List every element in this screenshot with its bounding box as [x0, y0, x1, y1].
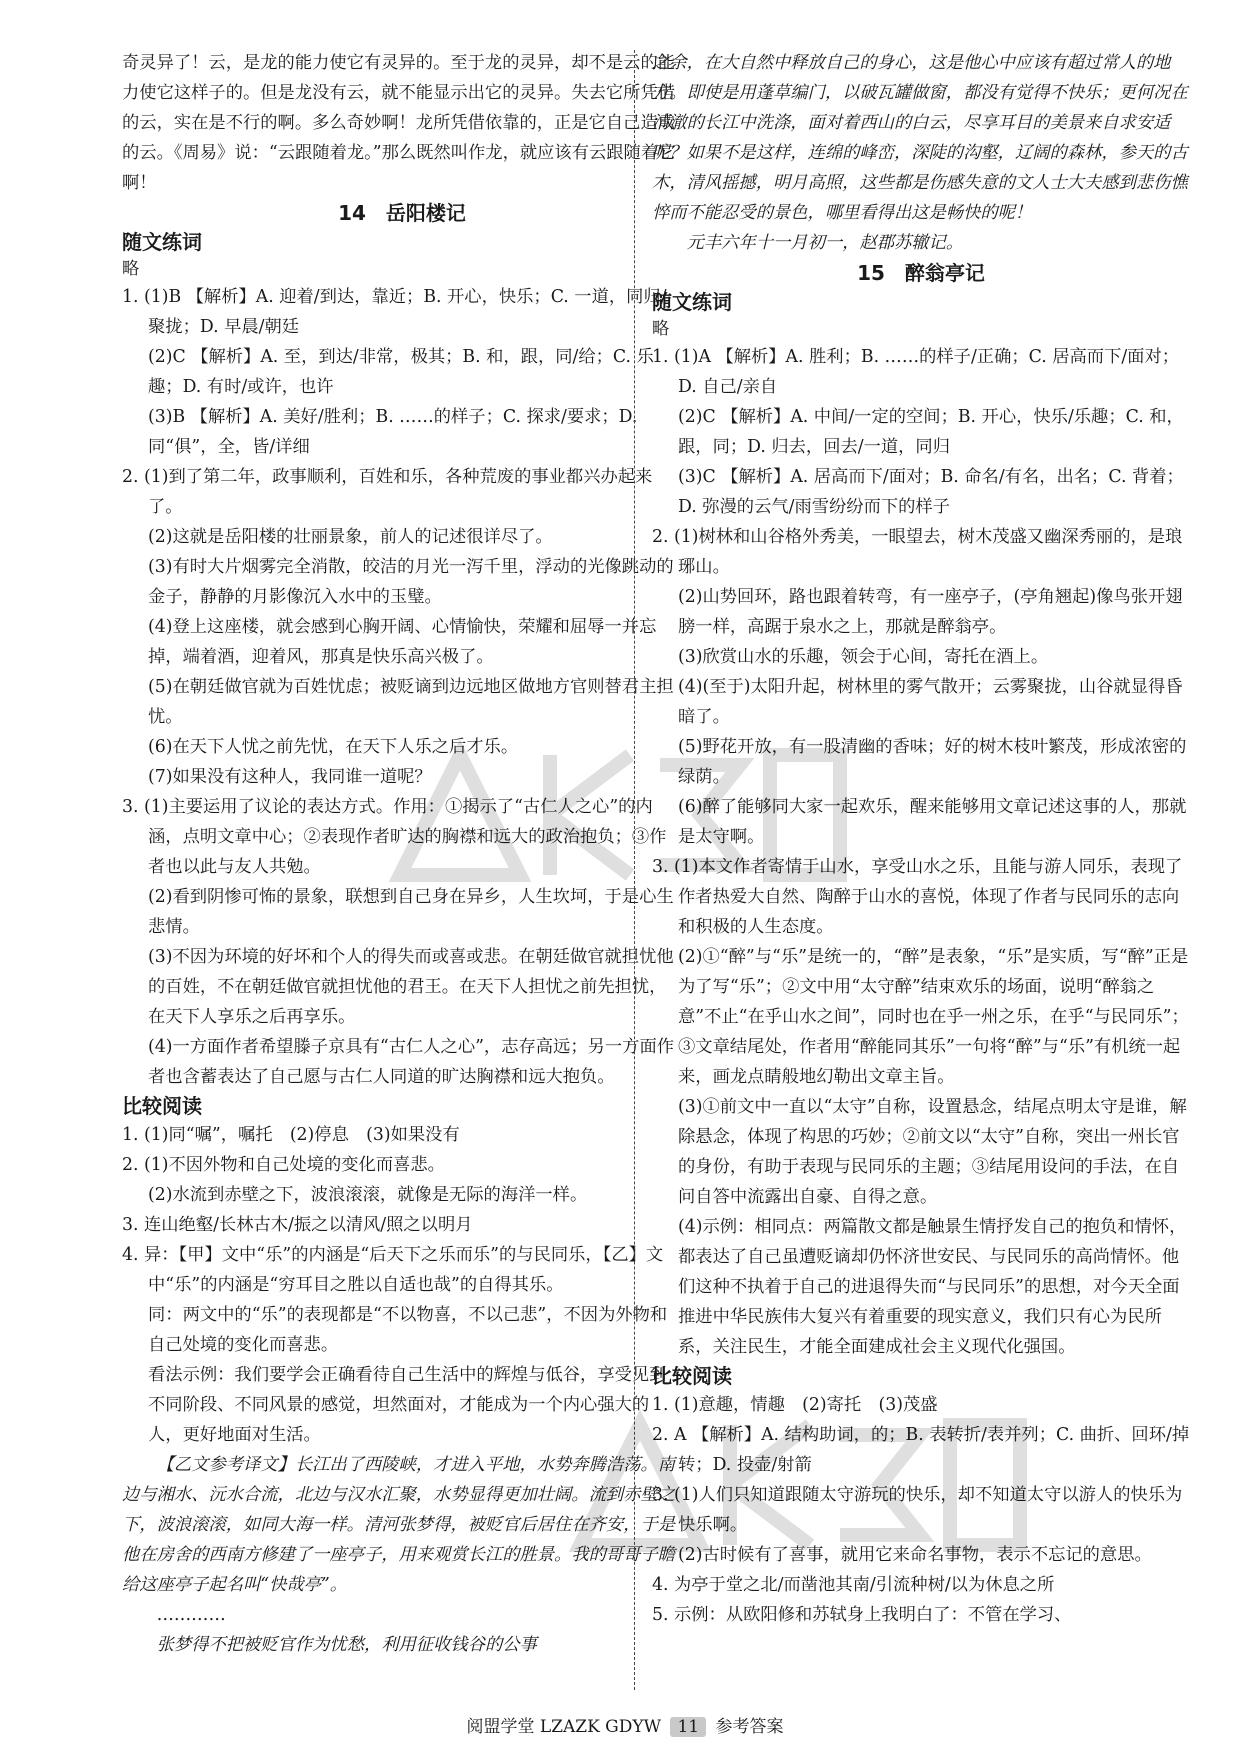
right-paragraph-15: (2)①“醉”与“乐”是统一的，“醉”是表象，“乐”是实质，写“醉”正是为了写“乐”；②文中用“太守醉”结束欢乐的场面，说明“醉翁之意”不止“在乎山水之间”，同时也在乎一州之乐，在乎“与民同乐”；③文章结尾处，作者用“醉能同其乐”一句将“醉”与“乐”有机统一起来，画龙点睛般地幻勒出文章主旨。 [678, 947, 1189, 1087]
right-paragraph-8: 2. (1)树林和山谷格外秀美，一眼望去，树木茂盛又幽深秀丽的，是琅琊山。 [652, 527, 1183, 577]
page-footer [0, 1712, 1250, 1737]
left-paragraph-28: 张梦得不把被贬官作为忧愁，利用征收钱谷的公事 [156, 1635, 537, 1655]
right-section-heading-3: 随文练词 [652, 290, 732, 314]
page-number: 11 [670, 1717, 706, 1737]
right-paragraph-6: (2)C 【解析】A. 中间/一定的空间；B. 开心，快乐/乐趣；C. 和，跟，同；D. 归去，回去/一道，同归 [678, 407, 1184, 457]
left-paragraph-0: 奇灵异了！云，是龙的能力使它有灵异的。至于龙的灵异，却不是云的能力使它这样子的。但是龙没有云，就不能显示出它的灵异。失去它所凭借的云，实在是不行的啊。多么奇妙啊！龙所凭借依靠的，正是它自己造成的云。《周易》说：“云跟随着龙。”那么既然叫作龙，就应该有云跟随着它啊！ [122, 53, 676, 193]
column-divider [634, 50, 635, 1690]
left-paragraph-14: 3. (1)主要运用了议论的表达方式。作用：①揭示了“古仁人之心”的内涵，点明文章中心；②表现作者旷达的胸襟和远大的政治抱负；③作者也以此与友人共勉。 [122, 797, 667, 877]
left-paragraph-25: 看法示例：我们要学会正确看待自己生活中的辉煌与低谷，享受见到不同阶段、不同风景的感觉，坦然面对，才能成为一个内心强大的人，更好地面对生活。 [148, 1365, 667, 1445]
left-paragraph-3: 略 [122, 259, 140, 279]
footer-brand: 阅盟学堂 [466, 1717, 535, 1737]
footer-code: LZAZK GDYW [539, 1717, 662, 1737]
right-paragraph-12: (5)野花开放，有一股清幽的香味；好的树木枝叶繁茂，形成浓密的绿荫。 [678, 737, 1187, 787]
right-paragraph-5: 1. (1)A 【解析】A. 胜利；B. ……的样子/正确；C. 居高而下/面对；D. 自己/亲自 [652, 347, 1180, 397]
right-paragraph-21: 3. (1)人们只知道跟随太守游玩的快乐，却不知道太守以游人的快乐为快乐啊。 [652, 1485, 1183, 1535]
right-paragraph-24: 5. 示例：从欧阳修和苏轼身上我明白了：不管在学习、 [652, 1605, 1072, 1625]
right-paragraph-13: (6)醉了能够同大家一起欢乐，醒来能够用文章记述这事的人，那就是太守啊。 [678, 797, 1187, 847]
left-paragraph-19: 1. (1)同“嘱”，嘱托 (2)停息 (3)如果没有 [122, 1125, 460, 1145]
left-paragraph-26: 【乙文参考译文】长江出了西陵峡，才进入平地，水势奔腾浩荡。南边与湘水、沅水合流，北边与汉水汇聚，水势显得更加壮阔。流到赤壁之下，波浪滚滚，如同大海一样。清河张梦得，被贬官后居住在齐安，于是他在房舍的西南方修建了一座亭子，用来观赏长江的胜景。我的哥哥子瞻给这座亭子起名叫“快哉亭”。 [122, 1455, 676, 1595]
left-section-title-1: 14 岳阳楼记 [338, 201, 466, 225]
right-column [652, 48, 1190, 1630]
right-section-title-2: 15 醉翁亭记 [857, 261, 985, 285]
left-paragraph-21: (2)水流到赤壁之下，波浪滚滚，就像是无际的海洋一样。 [148, 1185, 588, 1205]
left-paragraph-9: (3)有时大片烟雾完全消散，皎洁的月光一泻千里，浮动的光像跳动的金子，静静的月影像沉入水中的玉璧。 [148, 557, 674, 607]
left-paragraph-16: (3)不因为环境的好坏和个人的得失而或喜或悲。在朝廷做官就担忧他的百姓，不在朝廷做官就担忧他的君王。在天下人担忧之前先担忧，在天下人享乐之后再享乐。 [148, 947, 674, 1027]
left-section-heading-2: 随文练词 [122, 230, 202, 254]
left-paragraph-12: (6)在天下人忧之前先忧，在天下人乐之后才乐。 [148, 737, 519, 757]
right-paragraph-10: (3)欣赏山水的乐趣，领会于心间，寄托在酒上。 [678, 647, 1049, 667]
left-paragraph-15: (2)看到阴惨可怖的景象，联想到自己身在异乡，人生坎坷，于是心生悲情。 [148, 887, 674, 937]
left-paragraph-6: (3)B 【解析】A. 美好/胜利；B. ……的样子；C. 探求/要求；D. 同“俱”，全，皆/详细 [148, 407, 638, 457]
right-paragraph-17: (4)示例：相同点：两篇散文都是触景生情抒发自己的抱负和情怀，都表达了自己虽遭贬谪却仍怀济世安民、与民同乐的高尚情怀。他们这种不执着于自己的进退得失而“与民同乐”的思想，对今天全面推进中华民族伟大复兴有着重要的现实意义，我们只有心为民所系，关注民生，才能全面建成社会主义现代化强国。 [678, 1217, 1187, 1357]
left-section-heading-18: 比较阅读 [122, 1094, 202, 1118]
left-paragraph-5: (2)C 【解析】A. 至，到达/非常，极其；B. 和，跟，同/给；C. 乐趣；D. 有时/或许，也许 [148, 347, 654, 397]
right-paragraph-9: (2)山势回环，路也跟着转弯，有一座亭子，(亭角翘起)像鸟张开翅膀一样，高踞于泉水之上，那就是醉翁亭。 [678, 587, 1183, 637]
right-paragraph-1: 元丰六年十一月初一，赵郡苏辙记。 [686, 233, 964, 253]
left-paragraph-23: 4. 异：【甲】文中“乐”的内涵是“后天下之乐而乐”的与民同乐，【乙】文中“乐”的内涵是“穷耳目之胜以自适也哉”的自得其乐。 [122, 1245, 664, 1295]
right-paragraph-23: 4. 为亭于堂之北/而凿池其南/引流种树/以为休息之所 [652, 1575, 1055, 1595]
left-column [122, 48, 682, 1660]
left-paragraph-22: 3. 连山绝壑/长林古木/振之以清风/照之以明月 [122, 1215, 473, 1235]
left-paragraph-27: ………… [156, 1605, 226, 1625]
right-paragraph-0: 之余，在大自然中释放自己的身心，这是他心中应该有超过常人的地方。即使是用蓬草编门，以破瓦罐做窗，都没有觉得不快乐；更何况在清澈的长江中洗涤，面对着西山的白云，尽享耳目的美景来自求安适呢？如果不是这样，连绵的峰峦，深陡的沟壑，辽阔的森林，参天的古木，清风摇撼，明月高照，这些都是伤感失意的文人士大夫感到悲伤憔悴而不能忍受的景色，哪里看得出这是畅快的呢！ [652, 53, 1188, 223]
left-paragraph-4: 1. (1)B 【解析】A. 迎着/到达，靠近；B. 开心，快乐；C. 一道，同归/聚拢；D. 早晨/朝廷 [122, 287, 667, 337]
left-paragraph-8: (2)这就是岳阳楼的壮丽景象，前人的记述很详尽了。 [148, 527, 553, 547]
footer-label: 参考答案 [715, 1717, 784, 1737]
right-paragraph-16: (3)①前文中一直以“太守”自称，设置悬念，结尾点明太守是谁，解除悬念，体现了构思的巧妙；②前文以“太守”自称，突出一州长官的身份，有助于表现与民同乐的主题；③结尾用设问的手法，在自问自答中流露出自豪、自得之意。 [678, 1097, 1187, 1207]
left-paragraph-7: 2. (1)到了第二年，政事顺利，百姓和乐，各种荒废的事业都兴办起来了。 [122, 467, 653, 517]
right-paragraph-22: (2)古时候有了喜事，就用它来命名事物，表示不忘记的意思。 [678, 1545, 1152, 1565]
right-paragraph-20: 2. A 【解析】A. 结构助词，的；B. 表转折/表并列；C. 曲折、回环/掉转；D. 投壶/射箭 [652, 1425, 1190, 1475]
right-paragraph-11: (4)(至于)太阳升起，树林里的雾气散开；云雾聚拢，山谷就显得昏暗了。 [678, 677, 1183, 727]
left-paragraph-11: (5)在朝廷做官就为百姓忧虑；被贬谪到边远地区做地方官则替君主担忧。 [148, 677, 674, 727]
left-paragraph-24: 同：两文中的“乐”的表现都是“不以物喜，不以己悲”，不因为外物和自己处境的变化而喜悲。 [148, 1305, 668, 1355]
right-paragraph-7: (3)C 【解析】A. 居高而下/面对；B. 命名/有名，出名；C. 背着；D. 弥漫的云气/雨雪纷纷而下的样子 [678, 467, 1184, 517]
right-section-heading-18: 比较阅读 [652, 1364, 732, 1388]
left-paragraph-17: (4)一方面作者希望滕子京具有“古仁人之心”，志存高远；另一方面作者也含蓄表达了自己愿与古仁人同道的旷达胸襟和远大抱负。 [148, 1037, 675, 1087]
right-paragraph-4: 略 [652, 319, 670, 339]
right-paragraph-19: 1. (1)意趣，情趣 (2)寄托 (3)茂盛 [652, 1395, 938, 1415]
right-paragraph-14: 3. (1)本文作者寄情于山水，享受山水之乐，且能与游人同乐，表现了作者热爱大自然、陶醉于山水的喜悦，体现了作者与民同乐的志向和积极的人生态度。 [652, 857, 1183, 937]
left-paragraph-20: 2. (1)不因外物和自己处境的变化而喜悲。 [122, 1155, 445, 1175]
left-paragraph-10: (4)登上这座楼，就会感到心胸开阔、心情愉快，荣耀和屈辱一并忘掉，端着酒，迎着风，那真是快乐高兴极了。 [148, 617, 657, 667]
left-paragraph-13: (7)如果没有这种人，我同谁一道呢？ [148, 767, 432, 787]
